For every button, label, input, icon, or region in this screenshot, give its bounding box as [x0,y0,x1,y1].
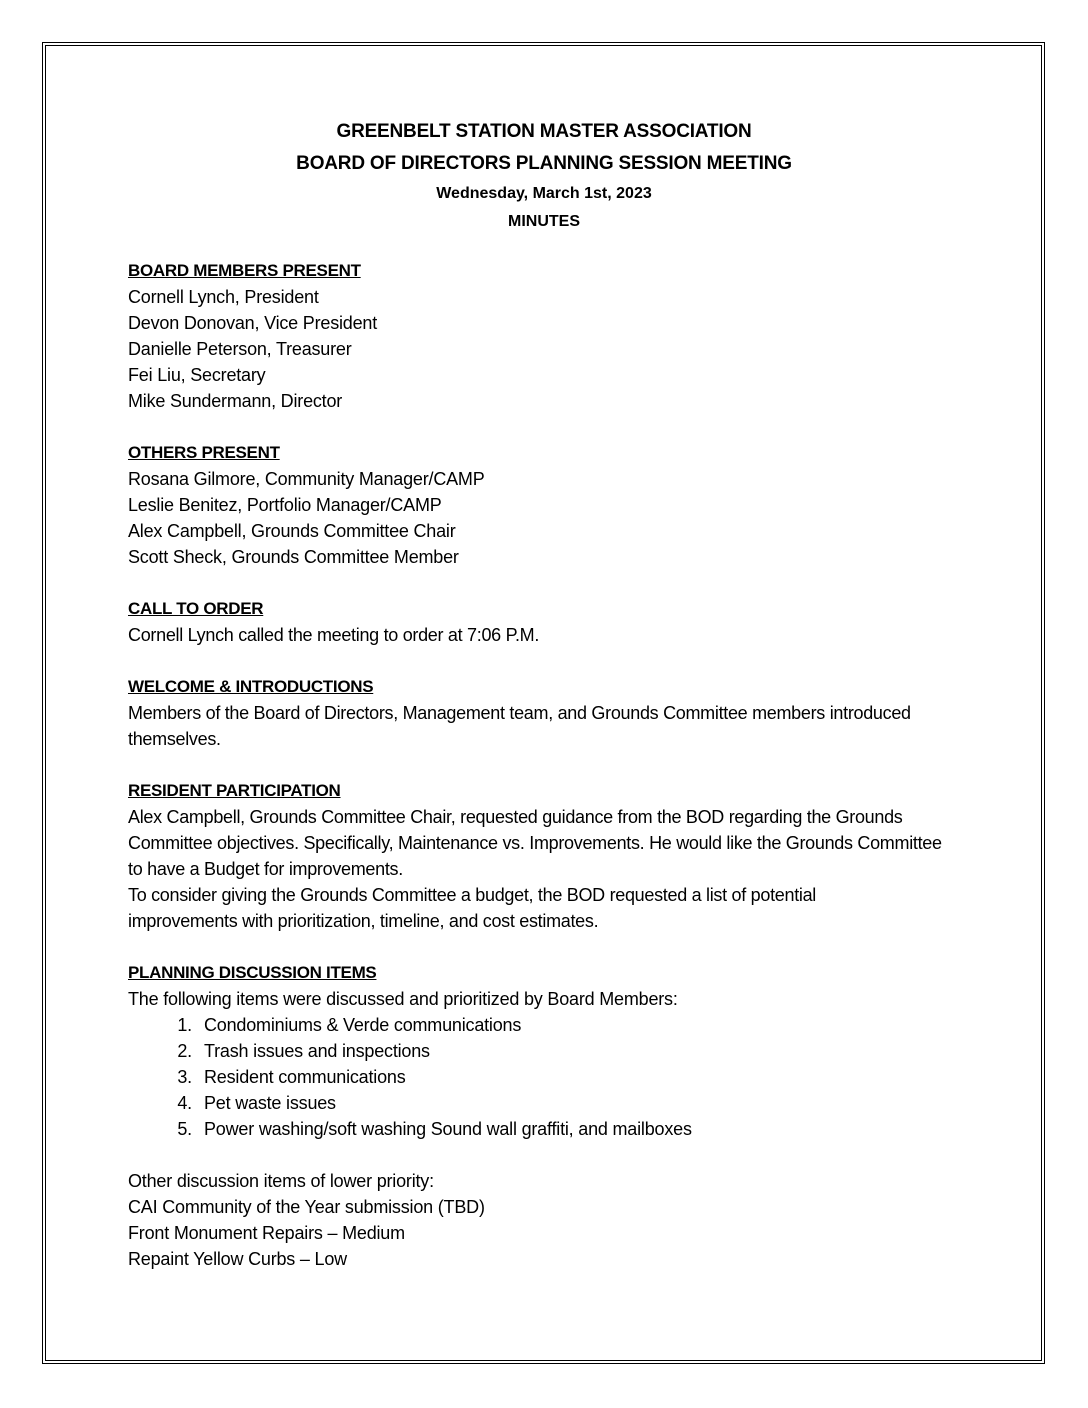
attendee: Scott Sheck, Grounds Committee Member [128,547,459,567]
attendee: Alex Campbell, Grounds Committee Chair [128,521,456,541]
list-item [128,1038,988,1064]
item-text: Condominiums & Verde communications [204,1015,522,1035]
list-item [128,1064,988,1090]
section-heading: PLANNING DISCUSSION ITEMS [128,963,377,982]
document-header [128,116,960,236]
attendee: Rosana Gilmore, Community Manager/CAMP [128,469,485,489]
resident-participation-section [128,778,988,934]
section-heading: RESIDENT PARTICIPATION [128,781,341,800]
board-member: Danielle Peterson, Treasurer [128,339,352,359]
resident-participation-paragraph: Alex Campbell, Grounds Committee Chair, requested guidance from the BOD regarding the Grounds Committee objectives. Specifically, Maintenance vs. Improvements. He would like the Grounds Committee to have a Budget for improvements. [128,807,942,879]
list-item [128,1116,988,1142]
lower-priority-item: Repaint Yellow Curbs – Low [128,1249,347,1269]
item-number: 2. [177,1041,192,1061]
board-member: Devon Donovan, Vice President [128,313,378,333]
section-heading: WELCOME & INTRODUCTIONS [128,677,374,696]
list-item [128,1012,988,1038]
item-number: 4. [177,1093,192,1113]
item-number: 3. [177,1067,192,1087]
item-text: Pet waste issues [204,1093,336,1113]
welcome-section [128,674,988,752]
meeting-title: BOARD OF DIRECTORS PLANNING SESSION MEETING [296,153,792,174]
document-type: MINUTES [508,213,580,230]
lower-priority-item: Front Monument Repairs – Medium [128,1223,405,1243]
board-members-section [128,258,988,414]
board-member: Cornell Lynch, President [128,287,319,307]
item-number: 5. [177,1119,192,1139]
item-number: 1. [177,1015,192,1035]
item-text: Power washing/soft washing Sound wall graffiti, and mailboxes [204,1119,692,1139]
planning-discussion-section [128,960,988,1272]
lower-priority-item: CAI Community of the Year submission (TBD) [128,1197,485,1217]
others-present-section [128,440,988,570]
list-item [128,1090,988,1116]
section-heading: CALL TO ORDER [128,599,264,618]
item-text: Resident communications [204,1067,406,1087]
document-body [128,116,988,1272]
call-to-order-section [128,596,988,648]
item-text: Trash issues and inspections [204,1041,430,1061]
welcome-text: Members of the Board of Directors, Management team, and Grounds Committee members introduced themselves. [128,703,911,749]
meeting-date: Wednesday, March 1st, 2023 [436,185,652,202]
attendee: Leslie Benitez, Portfolio Manager/CAMP [128,495,442,515]
board-member: Fei Liu, Secretary [128,365,266,385]
planning-intro: The following items were discussed and prioritized by Board Members: [128,989,678,1009]
call-to-order-text: Cornell Lynch called the meeting to order at 7:06 P.M. [128,625,540,645]
section-heading: BOARD MEMBERS PRESENT [128,261,361,280]
section-heading: OTHERS PRESENT [128,443,280,462]
organization-name: GREENBELT STATION MASTER ASSOCIATION [336,121,752,142]
resident-participation-paragraph: To consider giving the Grounds Committee a budget, the BOD requested a list of potential improvements with prioritization, timeline, and cost estimates. [128,885,817,931]
prioritized-items-list [128,1012,988,1142]
board-member: Mike Sundermann, Director [128,391,343,411]
lower-priority-intro: Other discussion items of lower priority: [128,1171,434,1191]
